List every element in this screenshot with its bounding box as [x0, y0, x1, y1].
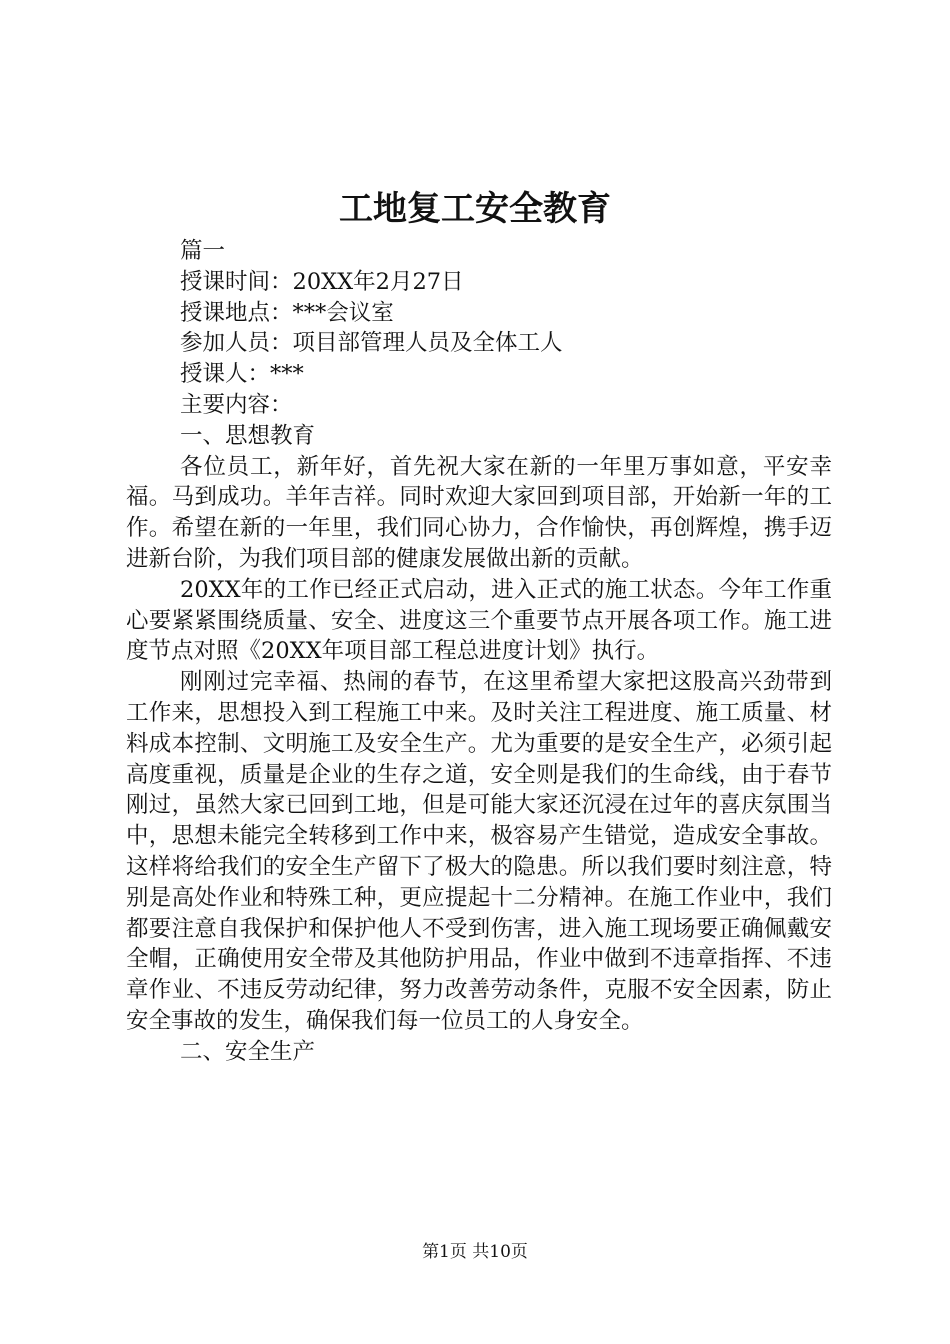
- page-footer: 第1页 共10页: [422, 1242, 528, 1262]
- document-title: 工地复工安全教育: [339, 189, 611, 229]
- section-label: 篇一: [180, 238, 226, 264]
- paragraph-work-start: 20XX年的工作已经正式启动，进入正式的施工状态。今年工作重心要紧紧围绕质量、安全、进度这三个重要节点开展各项工作。施工进度节点对照《20XX年项目部工程总进度计划》执行。: [126, 576, 832, 665]
- main-content-label: 主要内容：: [180, 391, 293, 418]
- lecture-location: 授课地点：***会议室: [180, 299, 394, 326]
- paragraph-greeting: 各位员工，新年好，首先祝大家在新的一年里万事如意，平安幸福。马到成功。羊年吉祥。同时欢迎大家回到项目部，开始新一年的工作。希望在新的一年里，我们同心协力，合作愉快，再创辉煌，携手迈进新台阶，为我们项目部的健康发展做出新的贡献。: [126, 453, 832, 572]
- lecturer: 授课人：***: [180, 361, 304, 388]
- participants: 参加人员：项目部管理人员及全体工人: [180, 330, 563, 357]
- section-heading-safety: 二、安全生产: [180, 1038, 316, 1065]
- document-body: [126, 236, 832, 1068]
- paragraph-safety: 刚刚过完幸福、热闹的春节，在这里希望大家把这股高兴劲带到工作来，思想投入到工程施工中来。及时关注工程进度、施工质量、材料成本控制、文明施工及安全生产。尤为重要的是安全生产，必须引起高度重视，质量是企业的生存之道，安全则是我们的生命线，由于春节刚过，虽然大家已回到工地，但是可能大家还沉浸在过年的喜庆氛围当中，思想未能完全转移到工作中来，极容易产生错觉，造成安全事故。这样将给我们的安全生产留下了极大的隐患。所以我们要时刻注意，特别是高处作业和特殊工种，更应提起十二分精神。在施工作业中，我们都要注意自我保护和保护他人不受到伤害，进入施工现场要正确佩戴安全帽，正确使用安全带及其他防护用品，作业中做到不违章指挥、不违章作业、不违反劳动纪律，努力改善劳动条件，克服不安全因素，防止安全事故的发生，确保我们每一位员工的人身安全。: [126, 669, 832, 1034]
- section-heading-ideology: 一、思想教育: [180, 422, 316, 449]
- lecture-time: 授课时间：20XX年2月27日: [180, 268, 464, 295]
